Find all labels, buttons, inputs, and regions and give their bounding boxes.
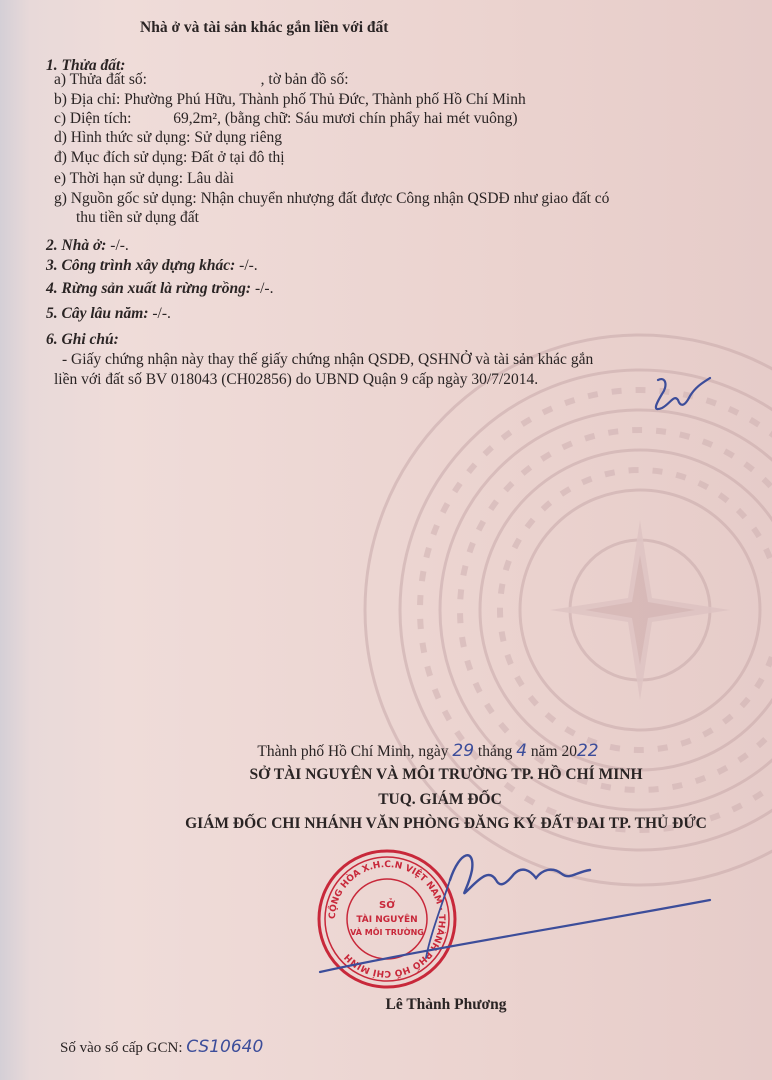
purpose-value: Đất ở tại đô thị <box>191 149 285 166</box>
seal-center-1: SỞ <box>379 900 395 911</box>
section-3 <box>46 256 258 275</box>
date-year-suffix: 22 <box>576 741 599 761</box>
purpose-row <box>54 148 285 167</box>
section-3-heading: 3. Công trình xây dựng khác: <box>46 257 236 274</box>
term-row <box>54 169 234 188</box>
purpose-label: đ) Mục đích sử dụng: <box>54 149 188 166</box>
date-month: 4 <box>516 741 528 761</box>
signer-role-2: GIÁM ĐỐC CHI NHÁNH VĂN PHÒNG ĐĂNG KÝ ĐẤT ĐAI TP. THỦ ĐỨC <box>185 815 707 832</box>
date-prefix: Thành phố Hồ Chí Minh, ngày <box>257 743 449 760</box>
section-4 <box>46 279 273 298</box>
map-sheet-label: , tờ bản đồ số: <box>260 71 349 88</box>
signer-name: Lê Thành Phương <box>385 996 507 1013</box>
address-label: b) Địa chỉ: <box>54 91 121 108</box>
section-5-heading: 5. Cây lâu năm: <box>46 305 149 322</box>
section-5-value: -/-. <box>152 305 171 322</box>
note-line-1: - Giấy chứng nhận này thay thế giấy chứng nhận QSDĐ, QSHNỞ và tài sản khác gắn <box>62 351 594 368</box>
date-month-label: tháng <box>477 743 513 760</box>
section-3-value: -/-. <box>239 257 258 274</box>
certificate-number-value: CS10640 <box>186 1037 264 1057</box>
parcel-number-label: a) Thửa đất số: <box>54 71 147 88</box>
certificate-number-row <box>60 1038 263 1058</box>
area-row <box>54 109 518 128</box>
seal-center-2: TÀI NGUYÊN <box>356 915 418 925</box>
initial-signature <box>648 372 718 418</box>
signer-role-1: TUQ. GIÁM ĐỐC <box>378 791 502 808</box>
section-4-value: -/-. <box>254 280 274 297</box>
section-1-heading: 1. Thửa đất: <box>46 57 126 74</box>
section-2-heading: 2. Nhà ở: <box>46 237 107 254</box>
seal-center-3: VÀ MÔI TRƯỜNG <box>350 928 424 937</box>
origin-row <box>54 189 609 208</box>
section-5 <box>46 304 171 323</box>
usage-form-label: d) Hình thức sử dụng: <box>54 129 191 146</box>
term-value: Lâu dài <box>186 170 234 187</box>
date-line <box>42 741 772 761</box>
term-label: e) Thời hạn sử dụng: <box>54 170 184 187</box>
origin-label: g) Nguồn gốc sử dụng: <box>54 190 197 207</box>
date-year-label: năm 20 <box>530 743 577 760</box>
address-row <box>54 90 526 109</box>
page-header: Nhà ở và tài sản khác gắn liền với đất <box>140 19 389 36</box>
area-label: c) Diện tích: <box>54 110 132 127</box>
section-4-heading: 4. Rừng sản xuất là rừng trồng: <box>46 280 252 297</box>
seal-ring-text: CỘNG HÒA X.H.C.N VIỆT NAM · THÀNH PHỐ HỒ CHÍ MINH <box>327 859 447 979</box>
usage-form-row <box>54 128 282 147</box>
certificate-number-label: Số vào sổ cấp GCN: <box>60 1040 183 1056</box>
area-value: 69,2m², (bằng chữ: Sáu mươi chín phẩy hai mét vuông) <box>173 110 518 127</box>
section-6-heading: 6. Ghi chú: <box>46 331 119 348</box>
section-2 <box>46 236 129 255</box>
origin-value: Nhận chuyển nhượng đất được Công nhận QSDĐ như giao đất có <box>200 190 610 207</box>
handwritten-signature <box>300 840 720 980</box>
parcel-number-row <box>54 70 349 89</box>
date-day: 29 <box>452 741 475 761</box>
note-line-2: liền với đất số BV 018043 (CH02856) do UBND Quận 9 cấp ngày 30/7/2014. <box>54 371 539 388</box>
usage-form-value: Sử dụng riêng <box>194 129 282 146</box>
origin-value-cont: thu tiền sử dụng đất <box>76 209 199 226</box>
address-value: Phường Phú Hữu, Thành phố Thủ Đức, Thành phố Hồ Chí Minh <box>124 91 526 108</box>
issuing-organization: SỞ TÀI NGUYÊN VÀ MÔI TRƯỜNG TP. HỒ CHÍ MINH <box>249 766 643 783</box>
section-2-value: -/-. <box>110 237 129 254</box>
